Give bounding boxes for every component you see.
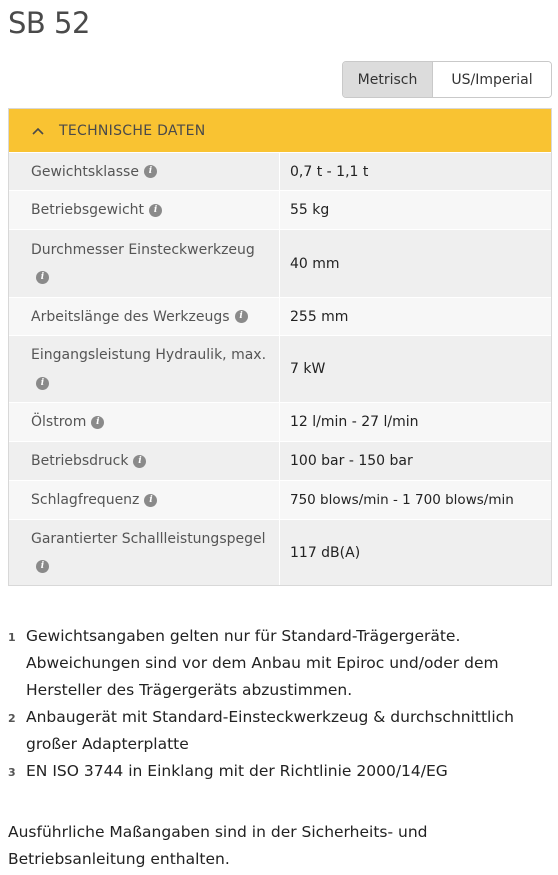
footnote xyxy=(8,758,553,786)
spec-row xyxy=(9,335,551,402)
spec-label-cell xyxy=(9,298,280,335)
page-title: SB 52 xyxy=(8,6,90,40)
footnote-number: 3 xyxy=(8,766,16,779)
info-icon[interactable]: i xyxy=(36,271,49,284)
footnote xyxy=(8,704,553,758)
spec-value: 100 bar - 150 bar xyxy=(290,453,413,469)
specs-panel-title: TECHNISCHE DATEN xyxy=(59,122,206,139)
spec-row xyxy=(9,519,551,585)
spec-label-cell xyxy=(9,153,280,190)
specs-panel-header[interactable] xyxy=(9,109,551,152)
info-icon[interactable]: i xyxy=(91,416,104,429)
spec-label: Gewichtsklasse xyxy=(31,163,139,180)
spec-row xyxy=(9,229,551,297)
spec-value: 117 dB(A) xyxy=(290,544,361,561)
spec-value: 7 kW xyxy=(290,361,326,377)
spec-row xyxy=(9,190,551,229)
spec-label-cell xyxy=(9,481,280,519)
imperial-button[interactable]: US/Imperial xyxy=(433,62,551,97)
info-icon[interactable]: i xyxy=(36,560,49,573)
info-icon[interactable]: i xyxy=(144,165,157,178)
footnote xyxy=(8,623,553,704)
spec-label-cell xyxy=(9,442,280,480)
footnote-text: Gewichtsangaben gelten nur für Standard-Trägergeräte. Abweichungen sind vor dem Anbau mit Epiroc und/oder dem Hersteller des Trägergeräts abzustimmen. xyxy=(26,627,499,699)
spec-label: Arbeitslänge des Werkzeugs xyxy=(31,308,230,325)
spec-label-cell xyxy=(9,230,280,297)
info-icon[interactable]: i xyxy=(36,377,49,390)
chevron-up-icon xyxy=(31,124,45,138)
specs-panel xyxy=(8,108,552,586)
spec-value: 255 mm xyxy=(290,308,349,325)
spec-value: 40 mm xyxy=(290,255,340,272)
footnote-text: Anbaugerät mit Standard-Einsteckwerkzeug & durchschnittlich großer Adapterplatte xyxy=(26,708,515,753)
spec-row xyxy=(9,441,551,480)
spec-label: Durchmesser Einsteckwerkzeug xyxy=(31,241,255,258)
spec-label: Garantierter Schallleistungspegel xyxy=(31,530,266,547)
spec-value: 0,7 t - 1,1 t xyxy=(290,163,369,180)
info-icon[interactable]: i xyxy=(133,455,146,468)
spec-label-cell xyxy=(9,520,280,585)
footnote-number: 1 xyxy=(8,631,16,644)
spec-row xyxy=(9,152,551,190)
info-icon[interactable]: i xyxy=(235,310,248,323)
spec-label-cell xyxy=(9,336,280,402)
unit-toggle xyxy=(342,61,552,98)
footnotes xyxy=(8,623,553,786)
spec-row xyxy=(9,402,551,441)
spec-value: 750 blows/min - 1 700 blows/min xyxy=(290,492,514,508)
metric-button[interactable]: Metrisch xyxy=(343,62,433,97)
footnote-text: EN ISO 3744 in Einklang mit der Richtlinie 2000/14/EG xyxy=(26,762,448,780)
spec-row xyxy=(9,297,551,335)
spec-label: Ölstrom xyxy=(31,414,87,430)
spec-label-cell xyxy=(9,403,280,441)
info-icon[interactable]: i xyxy=(144,494,157,507)
spec-row xyxy=(9,480,551,519)
spec-label: Betriebsdruck xyxy=(31,453,129,469)
spec-value: 55 kg xyxy=(290,202,330,218)
spec-label: Eingangsleistung Hydraulik, max. xyxy=(31,347,267,363)
info-icon[interactable]: i xyxy=(149,204,162,217)
spec-label: Betriebsgewicht xyxy=(31,202,145,218)
spec-label-cell xyxy=(9,191,280,229)
footnote-number: 2 xyxy=(8,712,16,725)
spec-value: 12 l/min - 27 l/min xyxy=(290,414,419,430)
spec-label: Schlagfrequenz xyxy=(31,492,140,508)
dimensions-note: Ausführliche Maßangaben sind in der Sicherheits- und Betriebsanleitung enthalten. xyxy=(8,823,428,868)
